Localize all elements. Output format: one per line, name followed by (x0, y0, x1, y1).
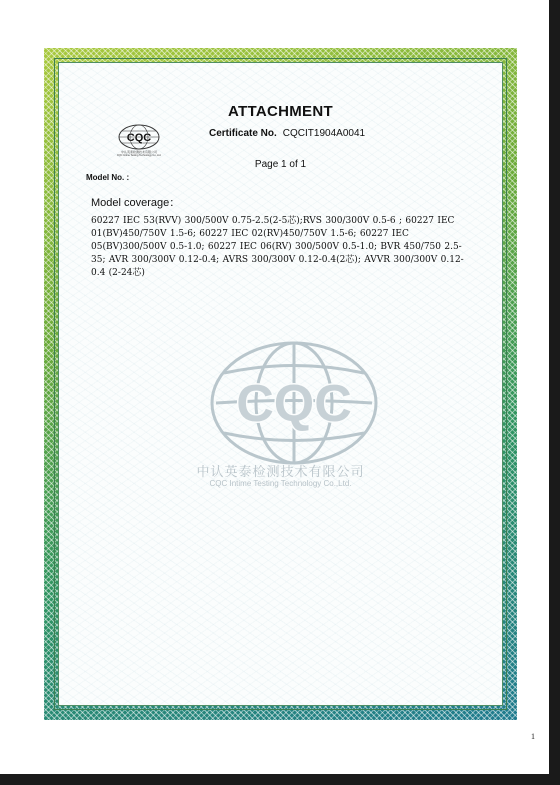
certificate-body (58, 62, 503, 706)
logo-company-cn: 中认英泰检测技术有限公司 (120, 150, 157, 154)
logo-mark-text: CQC (126, 132, 152, 144)
certificate-frame (44, 48, 517, 720)
model-coverage-text: 60227 IEC 53(RVV) 300/500V 0.75-2.5(2-5芯);RVS 300/300V 0.5-6 ; 60227 IEC 01(BV)450/750V 1.5-6; 60227 IEC 02(RV)450/750V 1.5-6; 60227 IEC 05(BV)300/500V 0.5-1.0; 60227 IEC 06(RV) 300/500V 0.5-1.0; BVR 450/750 2.5-35; AVR 300/300V 0.12-0.4; AVRS 300/300V 0.12-0.4(2芯); AVVR 300/300V 0.12-0.4 (2-24芯) (91, 216, 464, 278)
model-number-line (86, 173, 133, 182)
watermark-company-en: CQC Intime Testing Technology Co.,Ltd. (209, 479, 352, 488)
cqc-logo (109, 123, 169, 159)
certificate-number-label: Certificate No. (209, 128, 277, 139)
page-shadow-right (549, 0, 560, 785)
model-coverage-label: Model coverage： (91, 197, 181, 209)
watermark-mark-text: CQC (236, 375, 352, 433)
watermark-company-cn: 中认英泰检测技术有限公司 (196, 464, 365, 479)
certificate-number-value: CQCIT1904A0041 (282, 128, 366, 139)
document-title: ATTACHMENT (228, 103, 333, 120)
model-number-label: Model No. : (86, 173, 130, 182)
certificate-number-line (209, 128, 365, 139)
page-shadow-bottom (0, 774, 560, 785)
page-mark: 1 (531, 732, 535, 741)
logo-company-en: CQC Intime Testing Technology Co.,Ltd. (116, 154, 162, 157)
page-indicator: Page 1 of 1 (254, 159, 307, 170)
cqc-globe-icon (109, 123, 169, 151)
